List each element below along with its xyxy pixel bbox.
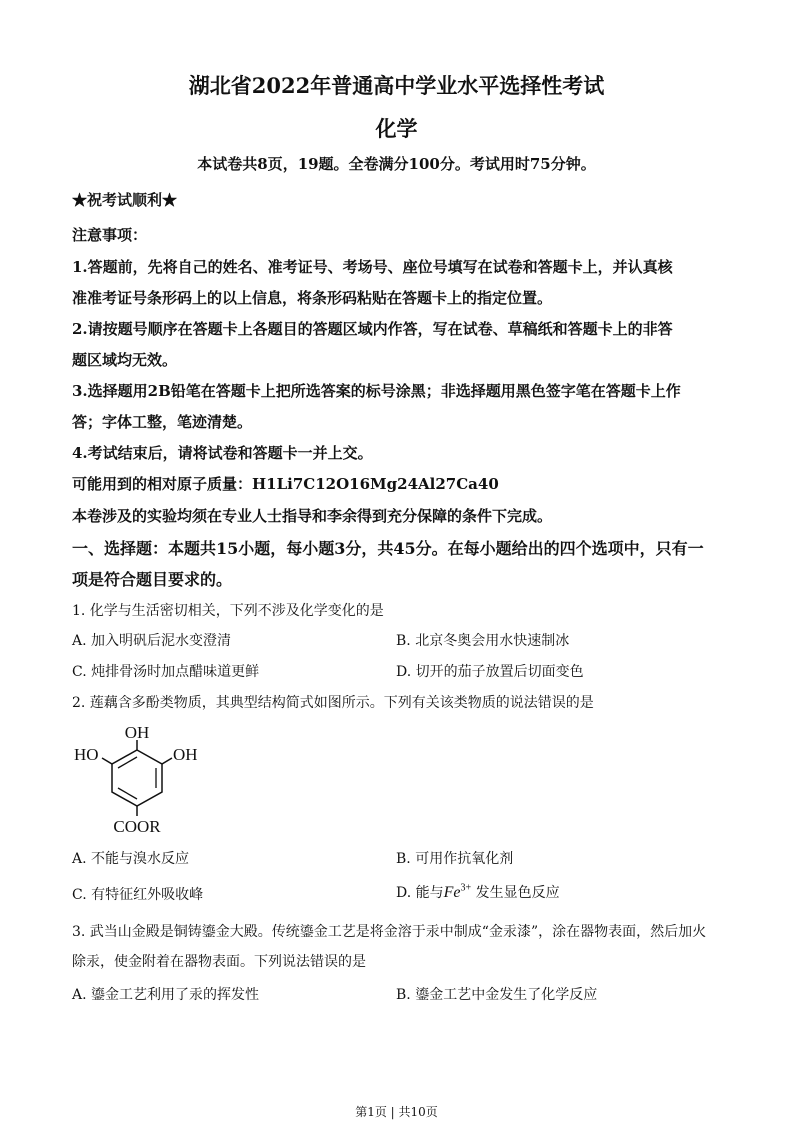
notice-item-3: 3.选择题用2B铅笔在答题卡上把所选答案的标号涂黑；非选择题用黑色签字笔在答题卡上作 xyxy=(72,382,681,400)
page-footer: 第1页 | 共10页 xyxy=(355,1105,438,1119)
notice-item-1-cont: 准准考证号条形码上的以上信息，将条形码粘贴在答题卡上的指定位置。 xyxy=(72,289,553,307)
label-left-ho: HO xyxy=(74,745,99,764)
bond-right-oh xyxy=(162,758,172,764)
notice-item-2: 2.请按题号顺序在答题卡上各题目的答题区域内作答，写在试卷、草稿纸和答题卡上的非答 xyxy=(72,320,673,338)
exam-info: 本试卷共8页，19题。全卷满分100分。考试用时75分钟。 xyxy=(197,155,596,173)
q2-option-c: C. 有特征红外吸收峰 xyxy=(72,887,204,903)
fe-ion xyxy=(444,884,472,901)
q1-option-d: D. 切开的茄子放置后切面变色 xyxy=(396,664,584,680)
exam-title: 湖北省2022年普通高中学业水平选择性考试 xyxy=(188,73,605,98)
q3-option-a: A. 鎏金工艺利用了汞的挥发性 xyxy=(72,987,260,1003)
fe-charge: 3+ xyxy=(460,882,472,894)
fe-symbol: Fe xyxy=(443,884,461,901)
q1-option-c: C. 炖排骨汤时加点醋味道更鲜 xyxy=(72,664,260,680)
q3-option-b: B. 鎏金工艺中金发生了化学反应 xyxy=(396,987,598,1003)
bond-left-oh xyxy=(102,758,112,764)
label-right-oh: OH xyxy=(173,745,198,764)
benzene-ring xyxy=(112,750,162,806)
q3-stem-cont: 除汞，使金附着在器物表面。下列说法错误的是 xyxy=(72,954,366,970)
q2-option-d xyxy=(396,882,560,902)
section1-heading-cont: 项是符合题目要求的。 xyxy=(72,570,233,589)
notice-item-1: 1.答题前，先将自己的姓名、准考证号、考场号、座位号填写在试卷和答题卡上，并认真核 xyxy=(72,258,673,276)
notice-item-4: 4.考试结束后，请将试卷和答题卡一并上交。 xyxy=(72,444,373,462)
q2-option-d-suffix: 发生显色反应 xyxy=(475,885,560,901)
label-bottom-coor: COOR xyxy=(113,817,161,836)
q2-option-a: A. 不能与溴水反应 xyxy=(72,851,190,867)
safety-note: 本卷涉及的实验均须在专业人士指导和李余得到充分保障的条件下完成。 xyxy=(72,507,553,525)
subject-title: 化学 xyxy=(375,116,418,141)
q2-option-b: B. 可用作抗氧化剂 xyxy=(396,851,514,867)
q2-stem: 2. 莲藕含多酚类物质，其典型结构简式如图所示。下列有关该类物质的说法错误的是 xyxy=(72,695,594,711)
notice-item-3-cont: 答；字体工整，笔迹清楚。 xyxy=(72,413,253,431)
notice-heading: 注意事项： xyxy=(72,226,148,244)
q2-structure-diagram xyxy=(72,722,212,837)
label-top-oh: OH xyxy=(124,723,150,742)
q1-option-b: B. 北京冬奥会用水快速制冰 xyxy=(396,633,570,649)
atomic-masses: 可能用到的相对原子质量：H1Li7C12O16Mg24Al27Ca40 xyxy=(72,475,499,493)
q2-option-d-prefix: D. 能与 xyxy=(396,885,444,901)
notice-item-2-cont: 题区域均无效。 xyxy=(72,351,178,369)
blessing-text: ★祝考试顺利★ xyxy=(72,191,178,209)
q1-stem: 1. 化学与生活密切相关，下列不涉及化学变化的是 xyxy=(72,603,384,619)
q3-stem: 3. 武当山金殿是铜铸鎏金大殿。传统鎏金工艺是将金溶于汞中制成“金汞漆”，涂在器物表面，然后加火 xyxy=(72,924,707,940)
section1-heading: 一、选择题：本题共15小题，每小题3分，共45分。在每小题给出的四个选项中，只有一 xyxy=(72,539,704,558)
q1-option-a: A. 加入明矾后泥水变澄清 xyxy=(72,633,232,649)
